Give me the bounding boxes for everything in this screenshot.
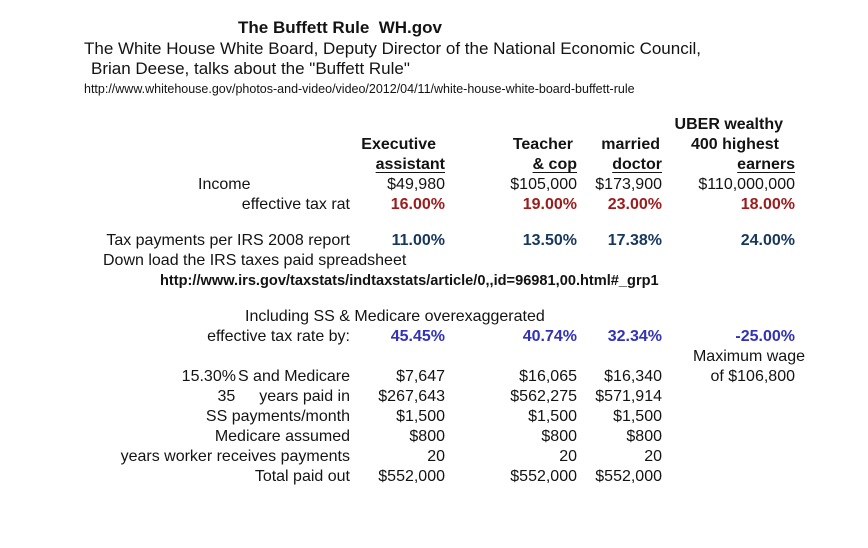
effby-executive: 45.45% bbox=[390, 328, 445, 345]
medicare-teacher: $800 bbox=[541, 428, 577, 445]
col-header-uber-wealthy: UBER wealthy bbox=[674, 116, 783, 133]
subtitle-line-1: The White House White Board, Deputy Director of the National Economic Council, bbox=[84, 39, 701, 58]
yearspaid-teacher: $562,275 bbox=[510, 388, 577, 405]
page-title: The Buffett Rule WH.gov bbox=[238, 18, 442, 37]
row-label: Income bbox=[198, 176, 251, 193]
income-doctor: $173,900 bbox=[595, 176, 662, 193]
ss-medicare-rate: 15.30% bbox=[181, 368, 236, 385]
efftax-doctor: 23.00% bbox=[607, 196, 662, 213]
yearspaid-doctor: $571,914 bbox=[595, 388, 662, 405]
medicare-executive: $800 bbox=[409, 428, 445, 445]
effby-doctor: 32.34% bbox=[607, 328, 662, 345]
irs-teacher: 13.50% bbox=[522, 232, 577, 249]
medicare-doctor: $800 bbox=[626, 428, 662, 445]
efftax-teacher: 19.00% bbox=[522, 196, 577, 213]
effective-tax-rate-by-row bbox=[75, 327, 795, 347]
row-label bbox=[75, 367, 350, 387]
years-paid-label: years paid in bbox=[259, 388, 350, 405]
ss-medicare-row bbox=[75, 367, 795, 387]
yearspaid-executive: $267,643 bbox=[378, 388, 445, 405]
yearsworker-executive: 20 bbox=[427, 448, 445, 465]
yearsworker-doctor: 20 bbox=[644, 448, 662, 465]
ssmed-executive: $7,647 bbox=[396, 368, 445, 385]
effective-tax-rate-row bbox=[75, 195, 795, 215]
row-label: Medicare assumed bbox=[214, 428, 350, 445]
sspay-doctor: $1,500 bbox=[613, 408, 662, 425]
yearsworker-teacher: 20 bbox=[559, 448, 577, 465]
maximum-wage-note: Maximum wage bbox=[692, 348, 805, 365]
efftax-executive: 16.00% bbox=[390, 196, 445, 213]
col-header-assistant: assistant bbox=[375, 156, 445, 173]
irs-earners: 24.00% bbox=[740, 232, 795, 249]
row-label bbox=[75, 387, 350, 407]
income-executive: $49,980 bbox=[387, 176, 445, 193]
income-teacher: $105,000 bbox=[510, 176, 577, 193]
total-teacher: $552,000 bbox=[510, 468, 577, 485]
income-row bbox=[75, 175, 795, 195]
total-doctor: $552,000 bbox=[595, 468, 662, 485]
total-paid-out-row bbox=[75, 467, 795, 487]
col-header-doctor: doctor bbox=[612, 156, 662, 173]
total-executive: $552,000 bbox=[378, 468, 445, 485]
col-header-married: married bbox=[601, 136, 660, 153]
years-paid-in-row bbox=[75, 387, 795, 407]
row-label: effective tax rat bbox=[241, 196, 350, 213]
medicare-assumed-row bbox=[75, 427, 795, 447]
effby-teacher: 40.74% bbox=[522, 328, 577, 345]
row-label: years worker receives payments bbox=[120, 448, 350, 465]
col-header-earners: earners bbox=[737, 156, 795, 173]
col-header-executive: Executive bbox=[361, 136, 436, 153]
irs-report-row bbox=[75, 231, 795, 251]
sspay-executive: $1,500 bbox=[396, 408, 445, 425]
column-header-row-2 bbox=[75, 155, 795, 175]
whitehouse-url-link[interactable]: http://www.whitehouse.gov/photos-and-video/video/2012/04/11/white-house-white-board-buffett-rule bbox=[84, 82, 635, 96]
effby-earners: -25.00% bbox=[735, 328, 795, 345]
row-label: effective tax rate by: bbox=[207, 328, 350, 345]
irs-url-link[interactable]: http://www.irs.gov/taxstats/indtaxstats/article/0,,id=96981,00.html#_grp1 bbox=[160, 273, 659, 289]
col-header-cop: & cop bbox=[532, 156, 577, 173]
col-header-teacher: Teacher bbox=[512, 136, 573, 153]
row-label: SS payments/month bbox=[205, 408, 350, 425]
ssmed-max-wage-value: of $106,800 bbox=[710, 368, 795, 385]
years-worker-row bbox=[75, 447, 795, 467]
row-label: Tax payments per IRS 2008 report bbox=[106, 232, 350, 249]
download-note: Down load the IRS taxes paid spreadsheet bbox=[103, 252, 407, 269]
ssmed-teacher: $16,065 bbox=[519, 368, 577, 385]
column-header-row-1 bbox=[75, 135, 795, 155]
ss-medicare-label: S and Medicare bbox=[237, 368, 350, 385]
irs-executive: 11.00% bbox=[391, 232, 445, 249]
ss-payments-row bbox=[75, 407, 795, 427]
income-earners: $110,000,000 bbox=[698, 176, 795, 193]
col-header-400-highest: 400 highest bbox=[690, 136, 779, 153]
years-paid-count: 35 bbox=[217, 388, 236, 405]
ssmed-doctor: $16,340 bbox=[604, 368, 662, 385]
irs-doctor: 17.38% bbox=[607, 232, 662, 249]
row-label: Total paid out bbox=[254, 468, 350, 485]
efftax-earners: 18.00% bbox=[740, 196, 795, 213]
subtitle-line-2: Brian Deese, talks about the "Buffett Rule" bbox=[91, 59, 410, 78]
sspay-teacher: $1,500 bbox=[528, 408, 577, 425]
including-ss-medicare-note: Including SS & Medicare overexaggerated bbox=[245, 308, 545, 325]
uber-wealthy-header-row bbox=[75, 115, 795, 135]
